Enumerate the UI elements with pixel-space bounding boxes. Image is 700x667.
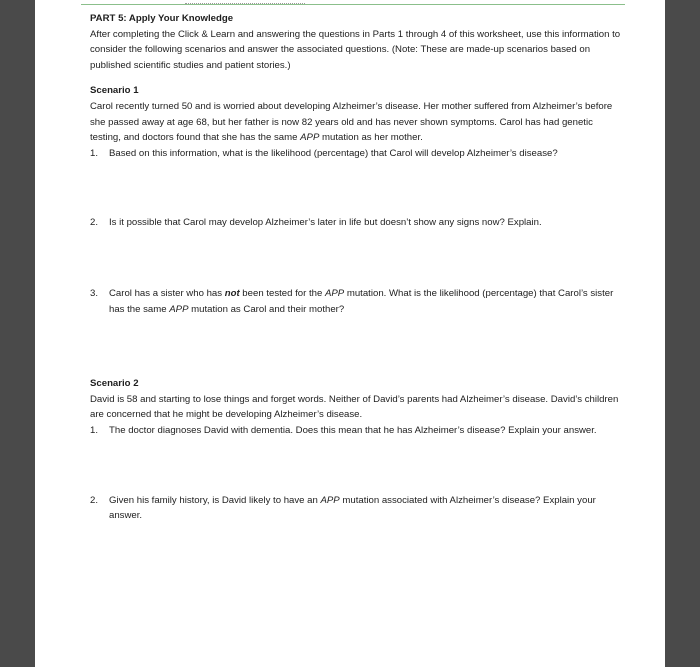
scenario2-title: Scenario 2 bbox=[90, 378, 139, 390]
scenario1-title: Scenario 1 bbox=[90, 85, 139, 97]
intro-paragraph: After completing the Click & Learn and answering the questions in Parts 1 through 4 of this worksheet, use this information to consider the following scenarios and answer the associated questions. (Note: These are made-up scenarios based on published scientific studies and patient stories.) bbox=[90, 28, 621, 71]
scenario2-question-2: 2. Given his family history, is David likely to have an APP mutation associated with Alzheimer’s disease? Explain your answer. bbox=[90, 494, 596, 522]
scenario1-question-1: 1. Based on this information, what is the likelihood (percentage) that Carol will develop Alzheimer’s disease? bbox=[90, 147, 558, 159]
gene-name: APP bbox=[300, 132, 320, 144]
scenario1-question-3: 3. Carol has a sister who has not been tested for the APP mutation. What is the likelihood (percentage) that Carol’s sister has the same APP mutation as Carol and their mother? bbox=[90, 287, 614, 315]
scenario2-text: David is 58 and starting to lose things and forget words. Neither of David’s parents had Alzheimer’s disease. David’s children are concerned that he might be developing Alzheimer’s disease. bbox=[90, 393, 619, 421]
scenario1-text: Carol recently turned 50 and is worried about developing Alzheimer’s disease. Her mother suffered from Alzheimer’s before she passed away at age 68, but her father is now 82 years old and has never shown symptoms. Carol has had genetic testing, and doctors found that she has the same APP mutation as her mother. bbox=[90, 100, 613, 144]
part-title: PART 5: Apply Your Knowledge bbox=[90, 13, 234, 24]
worksheet-content bbox=[90, 11, 625, 524]
scenario1-question-2: 2. Is it possible that Carol may develop Alzheimer’s later in life but doesn’t show any signs now? Explain. bbox=[90, 217, 542, 229]
header-rule bbox=[81, 4, 625, 5]
scenario2-question-1: 1. The doctor diagnoses David with dementia. Does this mean that he has Alzheimer’s disease? Explain your answer. bbox=[90, 424, 597, 436]
worksheet-page bbox=[35, 0, 665, 667]
